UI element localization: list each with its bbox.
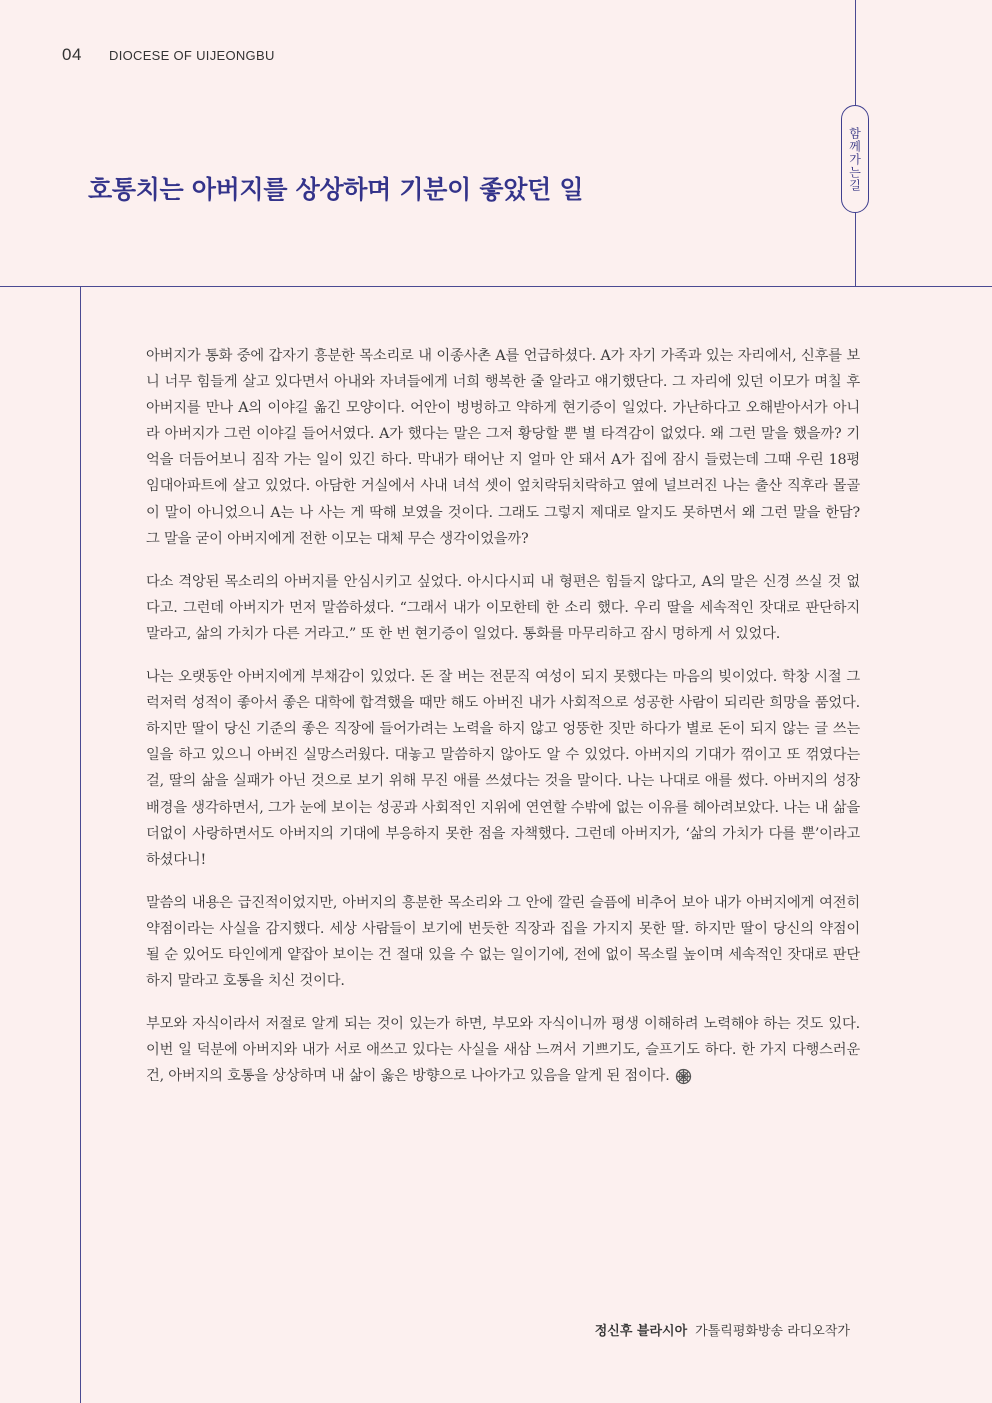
byline xyxy=(595,1320,850,1339)
paragraph: 아버지가 통화 중에 갑자기 흥분한 목소리로 내 이종사촌 A를 언급하셨다. A가 자기 가족과 있는 자리에서, 신후를 보니 너무 힘들게 살고 있다면서 아내와 자녀들에게 너희 행복한 줄 알라고 얘기했단다. 그 자리에 있던 이모가 며칠 후 아버지를 만나 A의 이야길 옮긴 모양이다. 어안이 벙벙하고 약하게 현기증이 일었다. 가난하다고 오해받아서가 아니라 아버지가 그런 이야길 들어서였다. A가 했다는 말은 그저 황당할 뿐 별 타격감이 없었다. 왜 그런 말을 했을까? 기억을 더듬어보니 짐작 가는 일이 있긴 하다. 막내가 태어난 지 얼마 안 돼서 A가 집에 잠시 들렀는데 그때 우린 18평 임대아파트에 살고 있었다. 아담한 거실에서 사내 녀석 셋이 엎치락뒤치락하고 옆에 널브러진 나는 출산 직후라 몰골이 말이 아니었으니 A는 나 사는 게 딱해 보였을 것이다. 그래도 그렇지 제대로 알지도 못하면서 왜 그런 말을 한담? 그 말을 굳이 아버지에게 전한 이모는 대체 무슨 생각이었을까? xyxy=(146,348,860,547)
author-name: 정신후 블라시아 xyxy=(594,1324,688,1339)
publication-name: DIOCESE OF UIJEONGBU xyxy=(109,48,275,63)
divider-horizontal xyxy=(0,286,992,287)
paragraph-last xyxy=(146,1011,860,1089)
paragraph: 다소 격앙된 목소리의 아버지를 안심시키고 싶었다. 아시다시피 내 형편은 힘들지 않다고, A의 말은 신경 쓰실 것 없다고. 그런데 아버지가 먼저 말씀하셨다. “그래서 내가 이모한테 한 소리 했다. 우리 딸을 세속적인 잣대로 판단하지 말라고, 삶의 가치가 다른 거라고.” 또 한 번 현기증이 일었다. 통화를 마무리하고 잠시 멍하게 서 있었다. xyxy=(146,573,860,642)
paragraph: 나는 오랫동안 아버지에게 부채감이 있었다. 돈 잘 버는 전문직 여성이 되지 못했다는 마음의 빚이었다. 학창 시절 그럭저럭 성적이 좋아서 좋은 대학에 합격했을 때만 해도 아버진 내가 사회적으로 성공한 사람이 되리란 희망을 품었다. 하지만 딸이 당신 기준의 좋은 직장에 들어가려는 노력을 하지 않고 엉뚱한 짓만 하다가 별로 돈이 되지 않는 글 쓰는 일을 하고 있으니 아버진 실망스러웠다. 대놓고 말씀하지 않아도 알 수 있었다. 아버지의 기대가 꺾이고 또 꺾였다는 걸, 딸의 삶을 실패가 아닌 것으로 보기 위해 무진 애를 쓰셨다는 것을 말이다. 나는 나대로 애를 썼다. 아버지의 성장 배경을 생각하면서, 그가 눈에 보이는 성공과 사회적인 지위에 연연할 수밖에 없는 이유를 헤아려보았다. 나는 내 삶을 더없이 사랑하면서도 아버지의 기대에 부응하지 못한 점을 자책했다. 그런데 아버지가, ‘삶의 가치가 다를 뿐’이라고 하셨다니! xyxy=(146,669,860,868)
section-tab xyxy=(841,105,869,213)
end-mark-icon xyxy=(675,1068,692,1085)
divider-vertical-left xyxy=(80,287,81,1403)
article-body xyxy=(146,343,860,1106)
paragraph: 말씀의 내용은 급진적이었지만, 아버지의 흥분한 목소리와 그 안에 깔린 슬픔에 비추어 보아 내가 아버지에게 여전히 약점이라는 사실을 감지했다. 세상 사람들이 보기에 번듯한 직장과 집을 가지지 못한 딸. 하지만 딸이 당신의 약점이 될 순 있어도 타인에게 얕잡아 보이는 건 절대 있을 수 없는 일이기에, 전에 없이 목소릴 높이며 세속적인 잣대로 판단하지 말라고 호통을 치신 것이다. xyxy=(146,894,860,990)
author-role: 가톨릭평화방송 라디오작가 xyxy=(695,1324,850,1339)
article-title: 호통치는 아버지를 상상하며 기분이 좋았던 일 xyxy=(88,175,584,204)
page-number: 04 xyxy=(62,45,82,64)
paragraph-text: 부모와 자식이라서 저절로 알게 되는 것이 있는가 하면, 부모와 자식이니까 평생 이해하려 노력해야 하는 것도 있다. 이번 일 덕분에 아버지와 내가 서로 애쓰고 있다는 사실을 새삼 느껴서 기쁘기도, 슬프기도 하다. 한 가지 다행스러운 건, 아버지의 호통을 상상하며 내 삶이 옳은 방향으로 나아가고 있음을 알게 된 점이다. xyxy=(146,1016,860,1085)
section-tab-label: 함께가는길 xyxy=(847,126,862,192)
